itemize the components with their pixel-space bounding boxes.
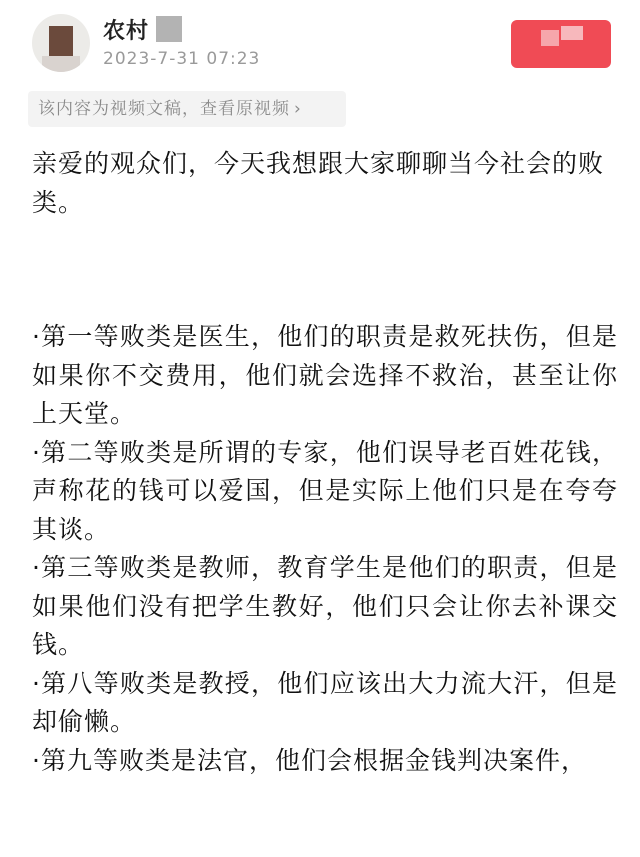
chevron-right-icon: ›: [294, 99, 302, 119]
intro-paragraph: 亲爱的观众们，今天我想跟大家聊聊当今社会的败类。: [32, 149, 605, 217]
article-body: [32, 145, 618, 780]
notice-text: 该内容为视频文稿，查看原视频: [38, 99, 290, 119]
author-name[interactable]: 农村: [103, 19, 150, 44]
redacted-name-mosaic: [156, 16, 182, 42]
view-original-video-link[interactable]: [28, 91, 346, 127]
list-item: ·第一等败类是医生，他们的职责是救死扶伤，但是如果你不交费用，他们就会选择不救治，甚至让你上天堂。: [32, 322, 618, 428]
avatar[interactable]: [32, 14, 90, 72]
list-item: ·第三等败类是教师，教育学生是他们的职责，但是如果他们没有把学生教好，他们只会让你去补课交钱。: [32, 553, 618, 659]
post-header: [0, 0, 640, 90]
post-timestamp: 2023-7-31 07:23: [103, 49, 261, 69]
follow-button[interactable]: [511, 20, 611, 68]
list-item: ·第九等败类是法官，他们会根据金钱判决案件，: [32, 745, 587, 775]
list-item: ·第八等败类是教授，他们应该出大力流大汗，但是却偷懒。: [32, 668, 618, 736]
list-item: ·第二等败类是所谓的专家，他们误导老百姓花钱，声称花的钱可以爱国，但是实际上他们只是在夸夸其谈。: [32, 437, 618, 544]
